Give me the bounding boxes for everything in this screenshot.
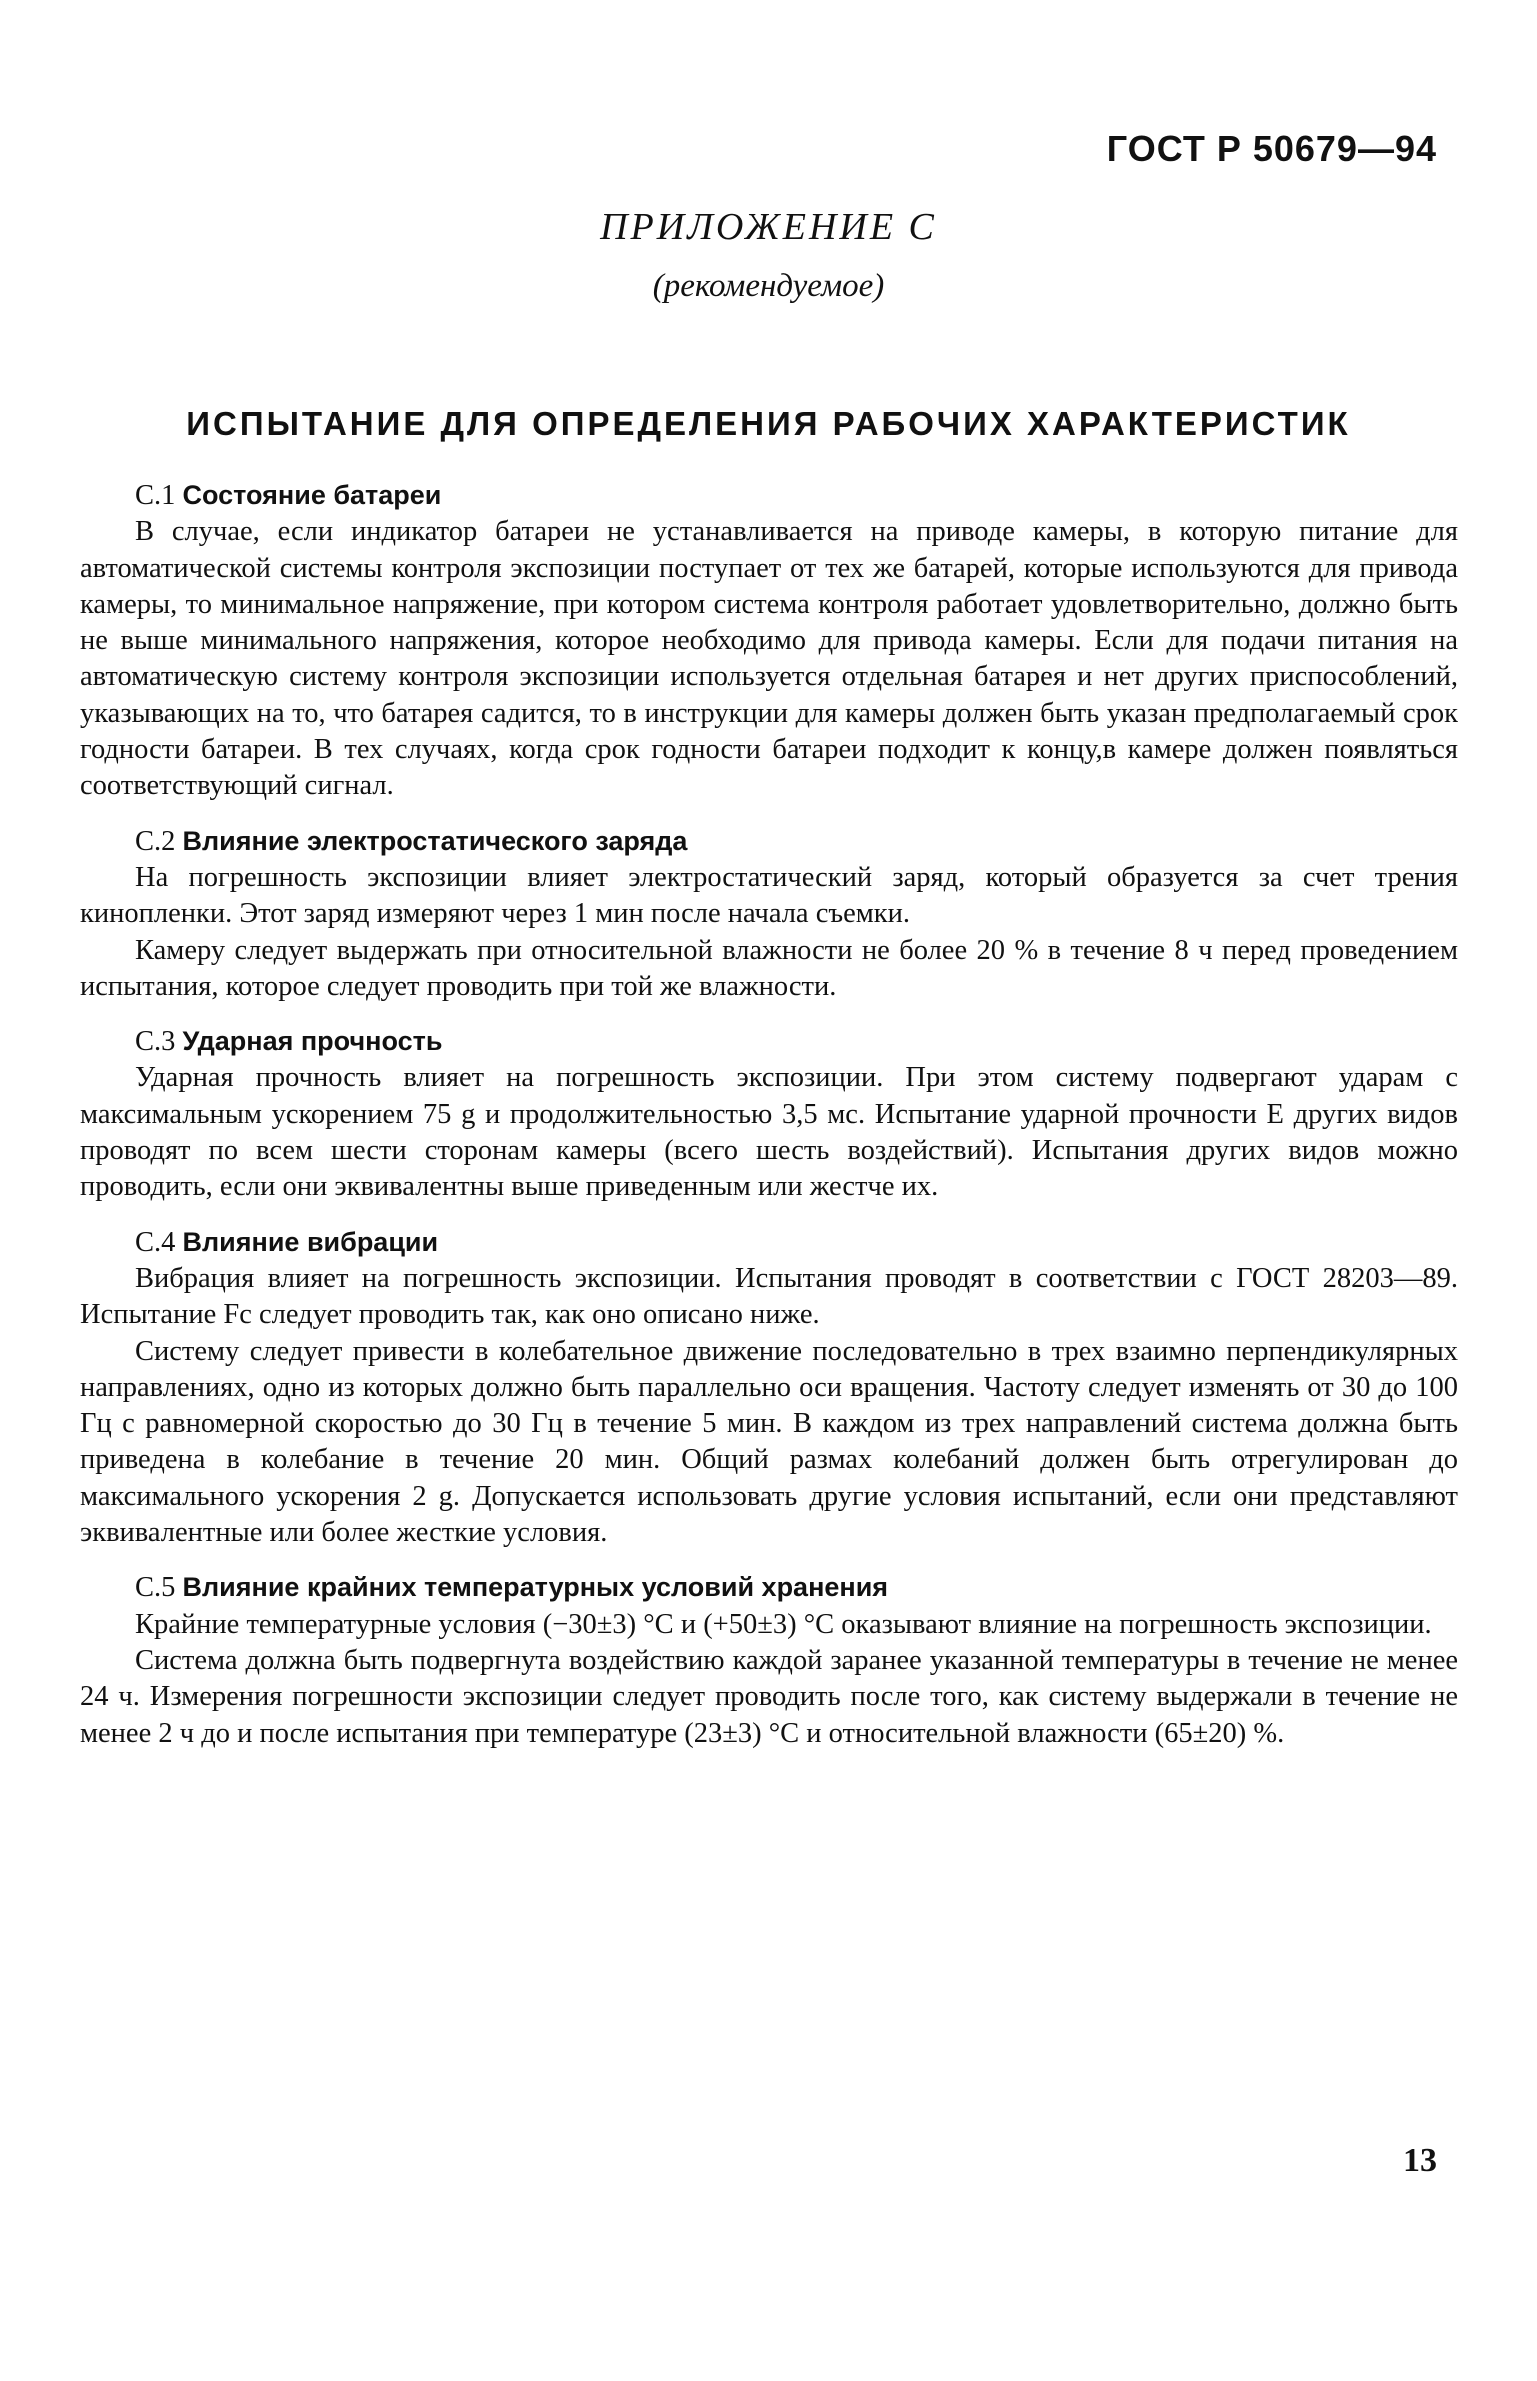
section-c5 [80, 1569, 1458, 1751]
main-title: ИСПЫТАНИЕ ДЛЯ ОПРЕДЕЛЕНИЯ РАБОЧИХ ХАРАКТЕРИСТИК [186, 405, 1351, 442]
section-c1 [80, 477, 1458, 805]
section-number: С.2 [135, 825, 176, 857]
paragraph: Крайние температурные условия (−30±3) °С и (+50±3) °С оказывают влияние на погрешность экспозиции. [135, 1608, 1432, 1640]
section-number: С.1 [135, 480, 176, 511]
appendix-subtitle: (рекомендуемое) [652, 268, 885, 304]
paragraph: В случае, если индикатор батареи не устанавливается на приводе камеры, в которую питание для автоматической системы контроля экспозиции поступает от тех же батарей, которые используются для привода камеры, то минимальное напряжение, при котором система контроля работает удовлетворительно, должно быть не выше минимального напряжения, которое необходимо для привода камеры. Если для подачи питания на автоматическую систему контроля экспозиции используется отдельная батарея и нет других приспособлений, указывающих на то, что батарея садится, то в инструкции для камеры должен быть указан предполагаемый срок годности батареи. В тех случаях, когда срок годности батареи подходит к концу,в камере должен появляться соответствующий сигнал. [80, 516, 1458, 802]
standard-header: ГОСТ Р 50679—94 [1106, 128, 1437, 169]
paragraph: Камеру следует выдержать при относительной влажности не более 20 % в течение 8 ч перед проведением испытания, которое следует проводить при той же влажности. [80, 934, 1458, 1002]
section-gap [80, 805, 1458, 823]
section-title: Ударная прочность [182, 1026, 443, 1057]
section-heading [80, 823, 1458, 860]
page-number: 13 [1403, 2142, 1437, 2179]
section-c4 [80, 1224, 1458, 1552]
section-number: С.3 [135, 1026, 176, 1058]
section-c3 [80, 1023, 1458, 1205]
section-heading [80, 1023, 1458, 1060]
section-title: Состояние батареи [182, 480, 442, 510]
paragraph: Вибрация влияет на погрешность экспозиции. Испытания проводят в соответствии с ГОСТ 28203—89. Испытание Fc следует проводить так, как оно описано ниже. [80, 1262, 1458, 1331]
section-heading [80, 1569, 1458, 1606]
appendix-title: ПРИЛОЖЕНИЕ С [600, 206, 937, 248]
paragraph: Ударная прочность влияет на погрешность экспозиции. При этом систему подвергают ударам с максимальным ускорением 75 g и продолжительностью 3,5 мс. Испытание ударной прочности E других видов проводят по всем шести сторонам камеры (всего шесть воздействий). Испытания других видов можно проводить, если они эквивалентны выше приведенным или жестче их. [80, 1062, 1458, 1203]
section-title: Влияние крайних температурных условий хранения [182, 1572, 889, 1603]
section-number: С.5 [135, 1572, 176, 1604]
section-number: С.4 [135, 1226, 176, 1258]
paragraph: Систему следует привести в колебательное движение последовательно в трех взаимно перпендикулярных направлениях, одно из которых должно быть параллельно оси вращения. Частоту следует изменять от 30 до 100 Гц с равномерной скоростью до 30 Гц в течение 5 мин. В каждом из трех направлений система должна быть приведена в колебание в течение 20 мин. Общий размах колебаний должен быть отрегулирован до максимального ускорения 2 g. Допускается использовать другие условия испытаний, если они представляют эквивалентные или более жесткие условия. [80, 1335, 1458, 1549]
paragraph: На погрешность экспозиции влияет электростатический заряд, который образуется за счет трения кинопленки. Этот заряд измеряют через 1 мин после начала съемки. [80, 861, 1458, 930]
paragraph: Система должна быть подвергнута воздействию каждой заранее указанной температуры в течение не менее 24 ч. Измерения погрешности экспозиции следует проводить после того, как систему выдержали в течение не менее 2 ч до и после испытания при температуре (23±3) °С и относительной влажности (65±20) %. [80, 1644, 1458, 1749]
section-gap [80, 1551, 1458, 1569]
section-heading [80, 1224, 1458, 1261]
section-c2 [80, 823, 1458, 1005]
section-gap [80, 1005, 1458, 1023]
section-title: Влияние вибрации [182, 1226, 439, 1257]
section-heading [80, 477, 1458, 514]
section-gap [80, 1206, 1458, 1224]
document-body [80, 477, 1458, 1752]
section-title: Влияние электростатического заряда [182, 825, 688, 856]
